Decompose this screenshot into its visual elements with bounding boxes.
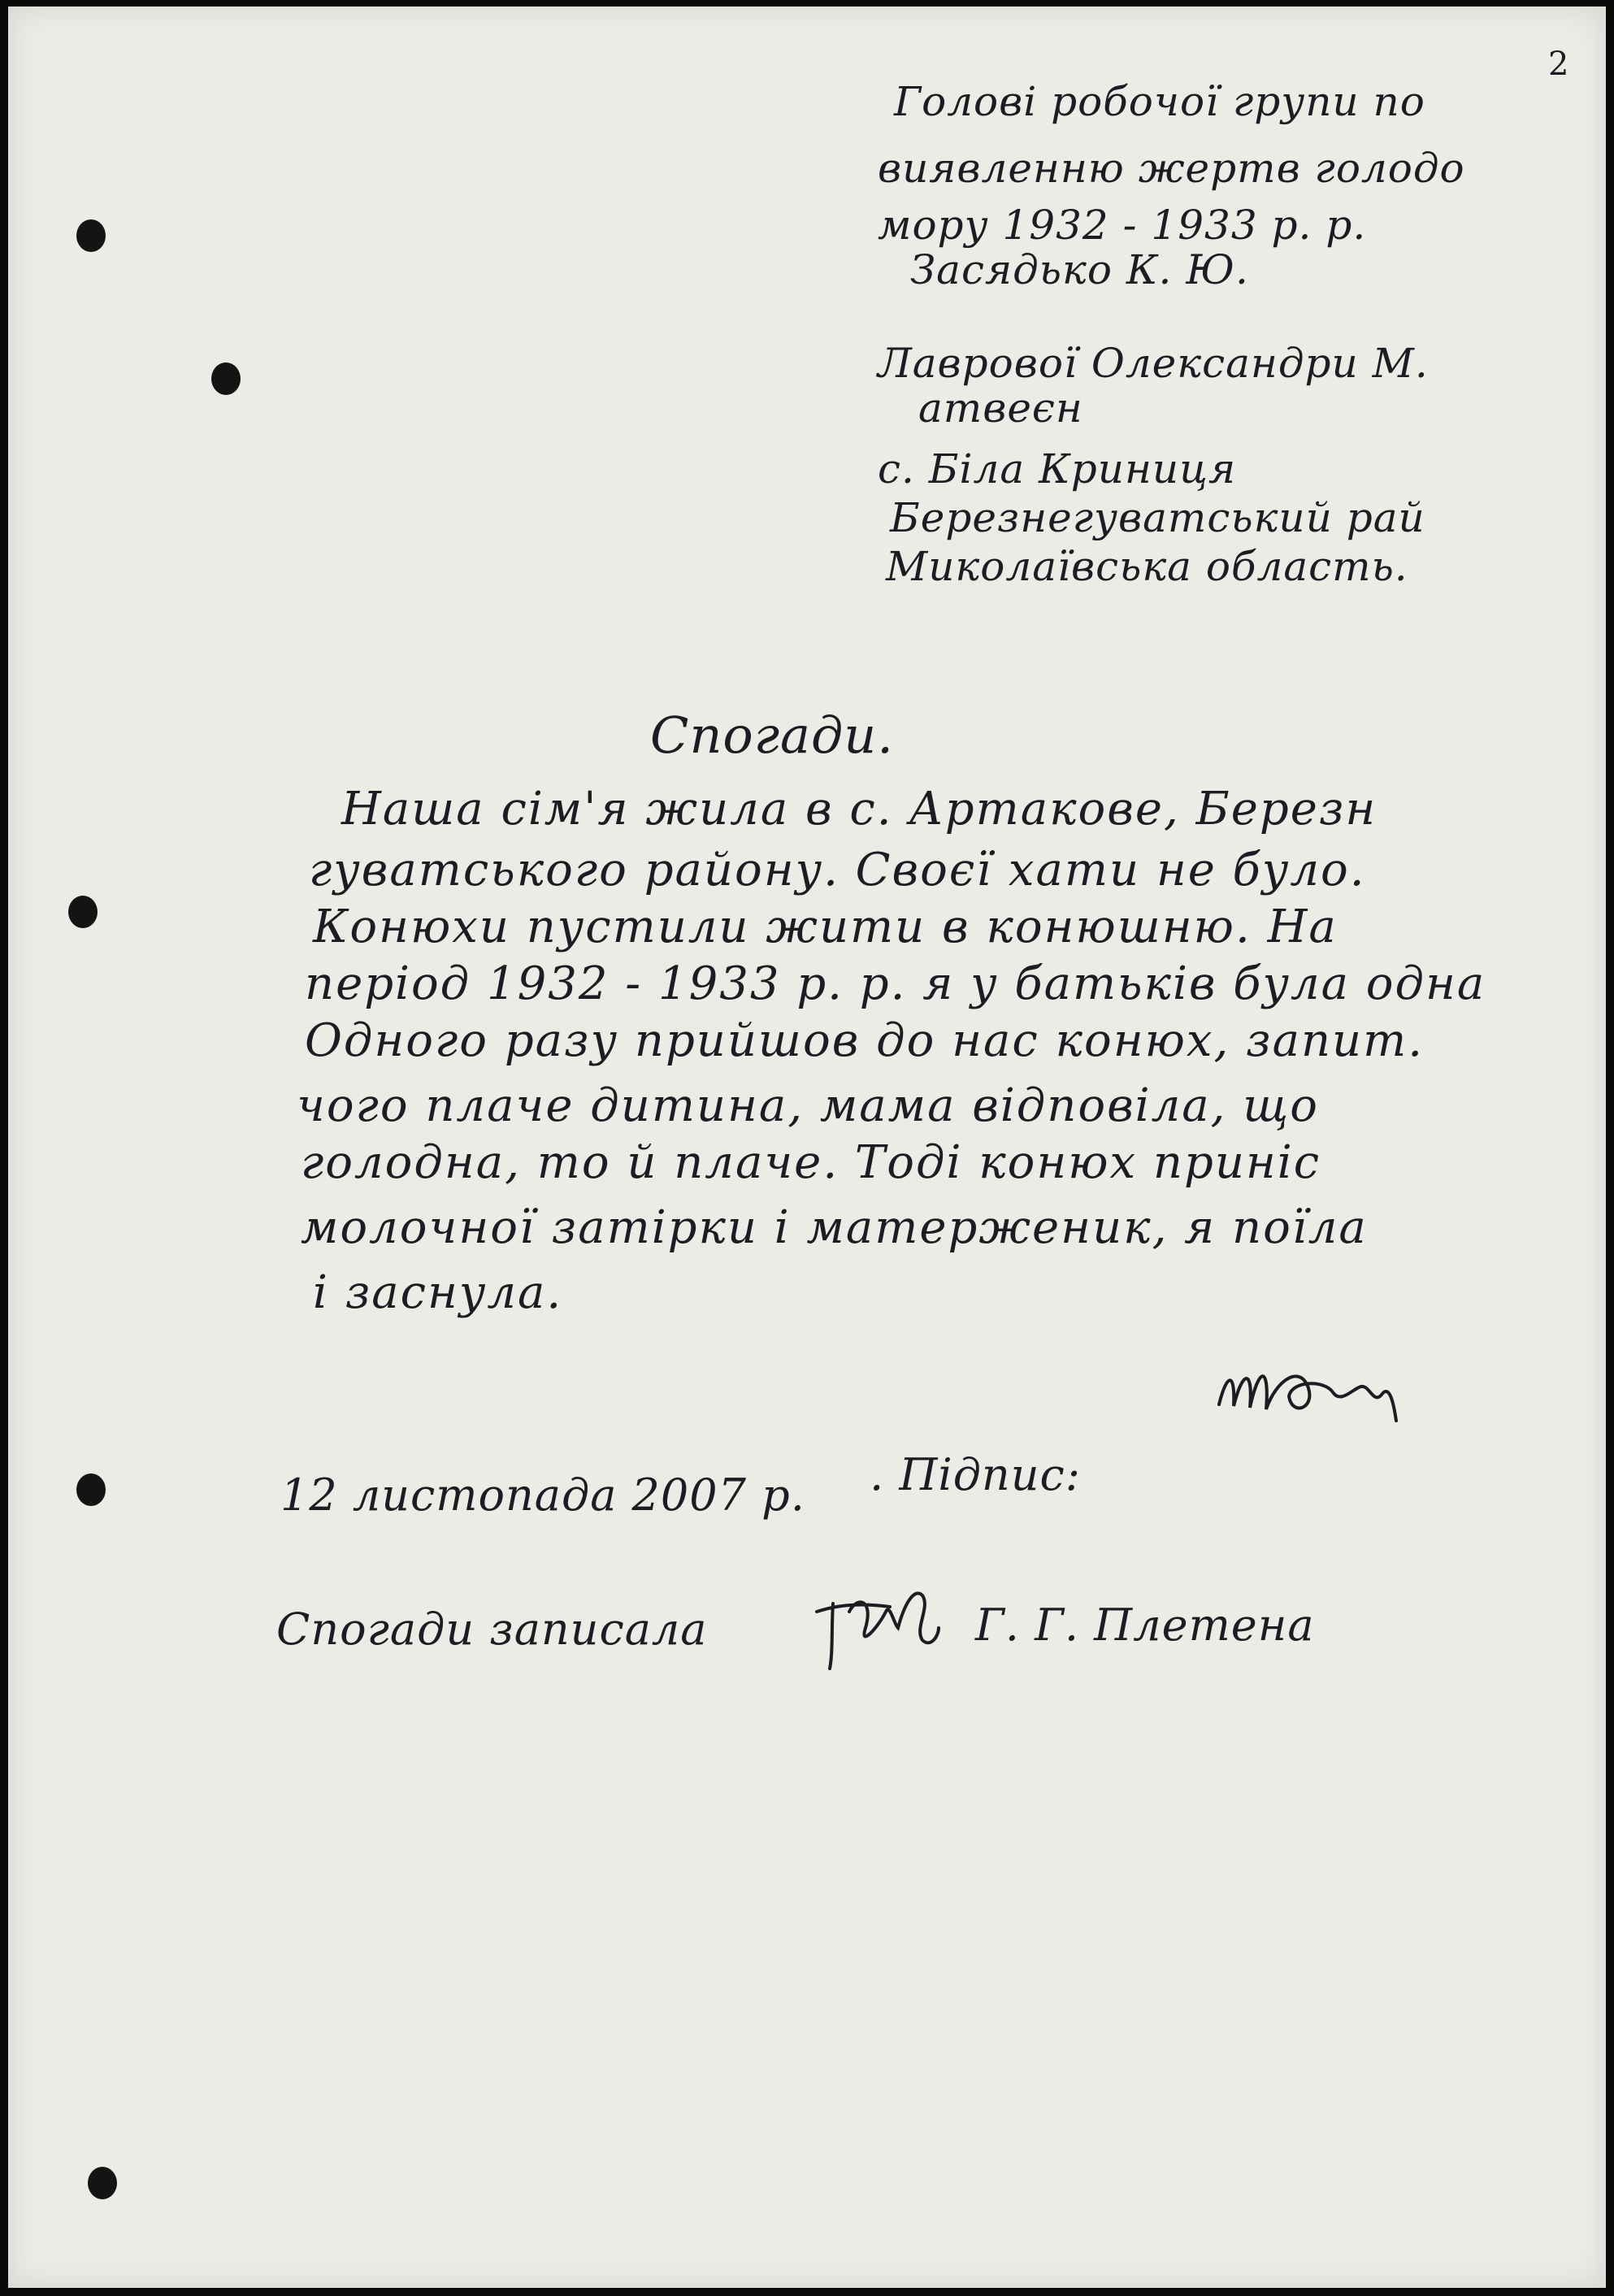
- recorder-name: Г. Г. Плетена: [975, 1599, 1315, 1651]
- memoir-line: молочної затірки і матерженик, я поїла: [301, 1201, 1368, 1254]
- binder-hole: [88, 2167, 117, 2199]
- document-page: [8, 7, 1606, 2288]
- date-line: 12 листопада 2007 р.: [280, 1469, 805, 1521]
- binder-hole: [211, 362, 241, 395]
- memoir-line: Одного разу прийшов до нас конюх, запит.: [305, 1014, 1425, 1067]
- addressee-line: Голові робочої групи по: [894, 78, 1425, 125]
- sender-line: Березнегуватський рай: [890, 494, 1425, 541]
- recorder-signature: [809, 1579, 947, 1677]
- addressee-line: мору 1932 - 1933 р. р.: [878, 202, 1367, 249]
- author-signature: [1211, 1348, 1406, 1437]
- binder-hole: [76, 1474, 106, 1506]
- binder-hole: [68, 896, 98, 928]
- recorded-label: Спогади записала: [276, 1604, 708, 1655]
- memoir-line: гуватського району. Своєї хати не було.: [309, 844, 1366, 896]
- sender-line: Миколаївська область.: [886, 543, 1408, 590]
- page-number: 2: [1548, 46, 1570, 83]
- sender-line: с. Біла Криниця: [878, 445, 1237, 493]
- addressee-line: виявленню жертв голодо: [878, 145, 1465, 192]
- memoir-line: Конюхи пустили жити в конюшню. На: [313, 901, 1338, 953]
- memoir-line: і заснула.: [313, 1266, 563, 1319]
- memoir-line: період 1932 - 1933 р. р. я у батьків була одна: [305, 957, 1486, 1010]
- addressee-line: Засядько К. Ю.: [910, 246, 1249, 293]
- memoir-title: Спогади.: [650, 705, 894, 765]
- memoir-line: Наша сім'я жила в с. Артакове, Березн: [341, 783, 1378, 836]
- sender-line: Лаврової Олександри М.: [878, 340, 1429, 387]
- memoir-line: голодна, то й плаче. Тоді конюх приніс: [301, 1136, 1321, 1189]
- binder-hole: [76, 219, 106, 252]
- signature-label: . Підпис:: [870, 1449, 1081, 1500]
- memoir-line: чого плаче дитина, мама відповіла, що: [297, 1079, 1319, 1132]
- sender-line: атвеєн: [918, 384, 1083, 432]
